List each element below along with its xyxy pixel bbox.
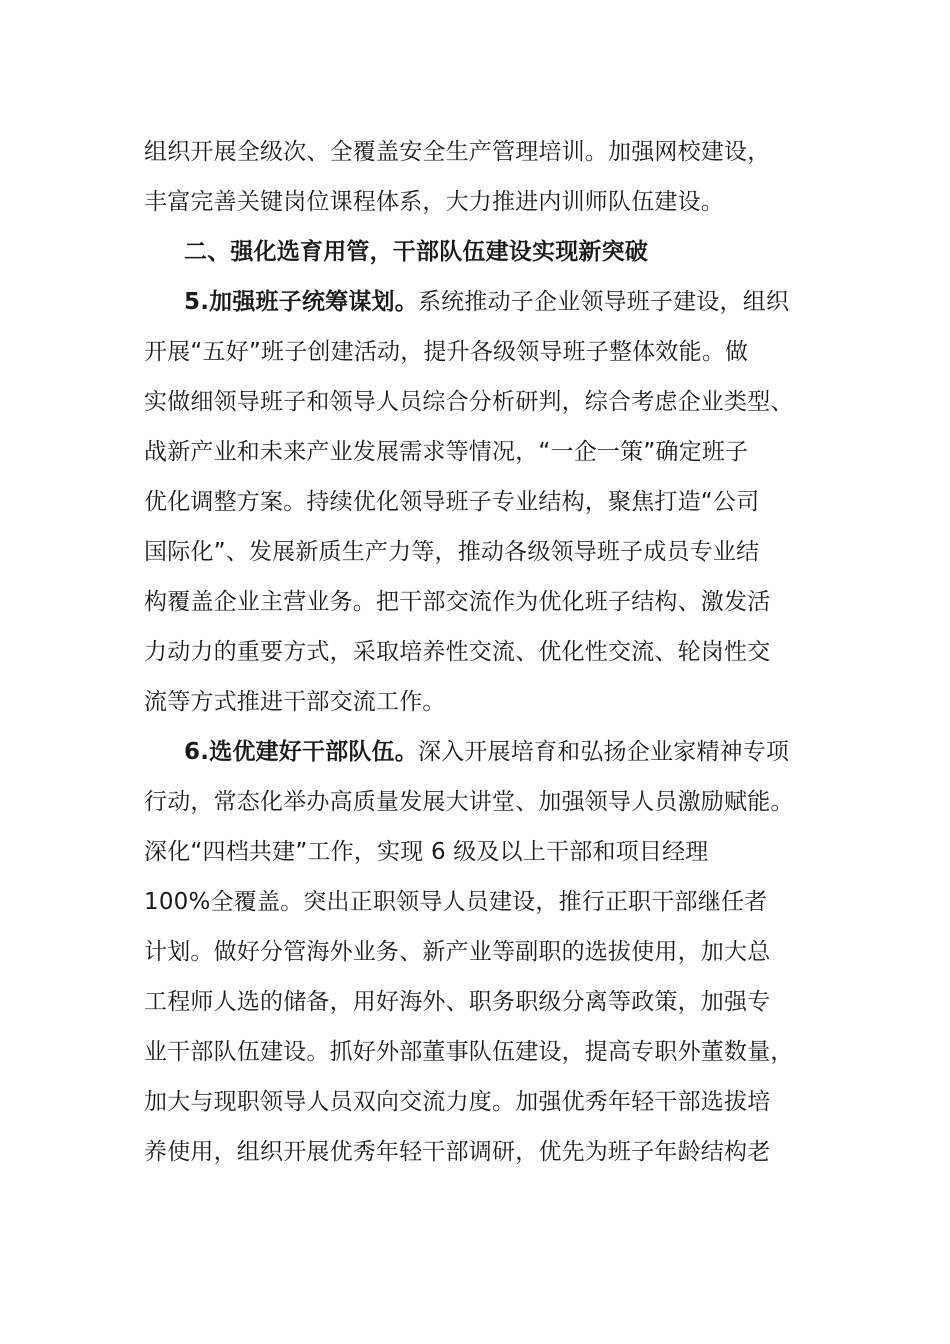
body-line-7: 战新产业和未来产业发展需求等情况，“一企一策”确定班子 — [144, 439, 749, 465]
body-line-6: 实做细领导班子和领导人员综合分析研判，综合考虑企业类型、 — [144, 389, 794, 415]
body-line-12: 流等方式推进干部交流工作。 — [144, 689, 446, 715]
paragraph-6-first-line — [184, 727, 789, 777]
section-heading: 二、强化选育用管，干部队伍建设实现新突破 — [184, 239, 648, 265]
paragraph-6-title: 6.选优建好干部队伍。 — [184, 739, 418, 765]
body-line-2: 丰富完善关键岗位课程体系，大力推进内训师队伍建设。 — [144, 189, 724, 215]
body-line-20: 加大与现职领导人员双向交流力度。加强优秀年轻干部选拔培 — [144, 1089, 771, 1115]
body-line-14: 行动，常态化举办高质量发展大讲堂、加强领导人员激励赋能。 — [144, 789, 794, 815]
paragraph-5-first-line — [184, 277, 789, 327]
body-line-15: 深化“四档共建”工作，实现 6 级及以上干部和项目经理 — [144, 839, 709, 865]
body-line-17: 计划。做好分管海外业务、新产业等副职的选拔使用，加大总 — [144, 939, 771, 965]
body-line-16: 100%全覆盖。突出正职领导人员建设，推行正职干部继任者 — [144, 889, 768, 915]
body-line-8: 优化调整方案。持续优化领导班子专业结构，聚焦打造“公司 — [144, 489, 760, 515]
body-line-21: 养使用，组织开展优秀年轻干部调研，优先为班子年龄结构老 — [144, 1139, 771, 1165]
paragraph-6-lead-text: 深入开展培育和弘扬企业家精神专项 — [417, 739, 790, 765]
body-line-10: 构覆盖企业主营业务。把干部交流作为优化班子结构、激发活 — [144, 589, 771, 615]
body-line-5: 开展“五好”班子创建活动，提升各级领导班子整体效能。做 — [144, 339, 749, 365]
paragraph-5-lead-text: 系统推动子企业领导班子建设，组织 — [417, 289, 790, 315]
body-line-9: 国际化”、发展新质生产力等，推动各级领导班子成员专业结 — [144, 539, 760, 565]
body-line-18: 工程师人选的储备，用好海外、职务职级分离等政策，加强专 — [144, 989, 771, 1015]
paragraph-5-title: 5.加强班子统筹谋划。 — [184, 289, 418, 315]
body-line-1: 组织开展全级次、全覆盖安全生产管理培训。加强网校建设， — [144, 139, 771, 165]
body-line-11: 力动力的重要方式，采取培养性交流、优化性交流、轮岗性交 — [144, 639, 771, 665]
body-line-19: 业干部队伍建设。抓好外部董事队伍建设，提高专职外董数量， — [144, 1039, 794, 1065]
